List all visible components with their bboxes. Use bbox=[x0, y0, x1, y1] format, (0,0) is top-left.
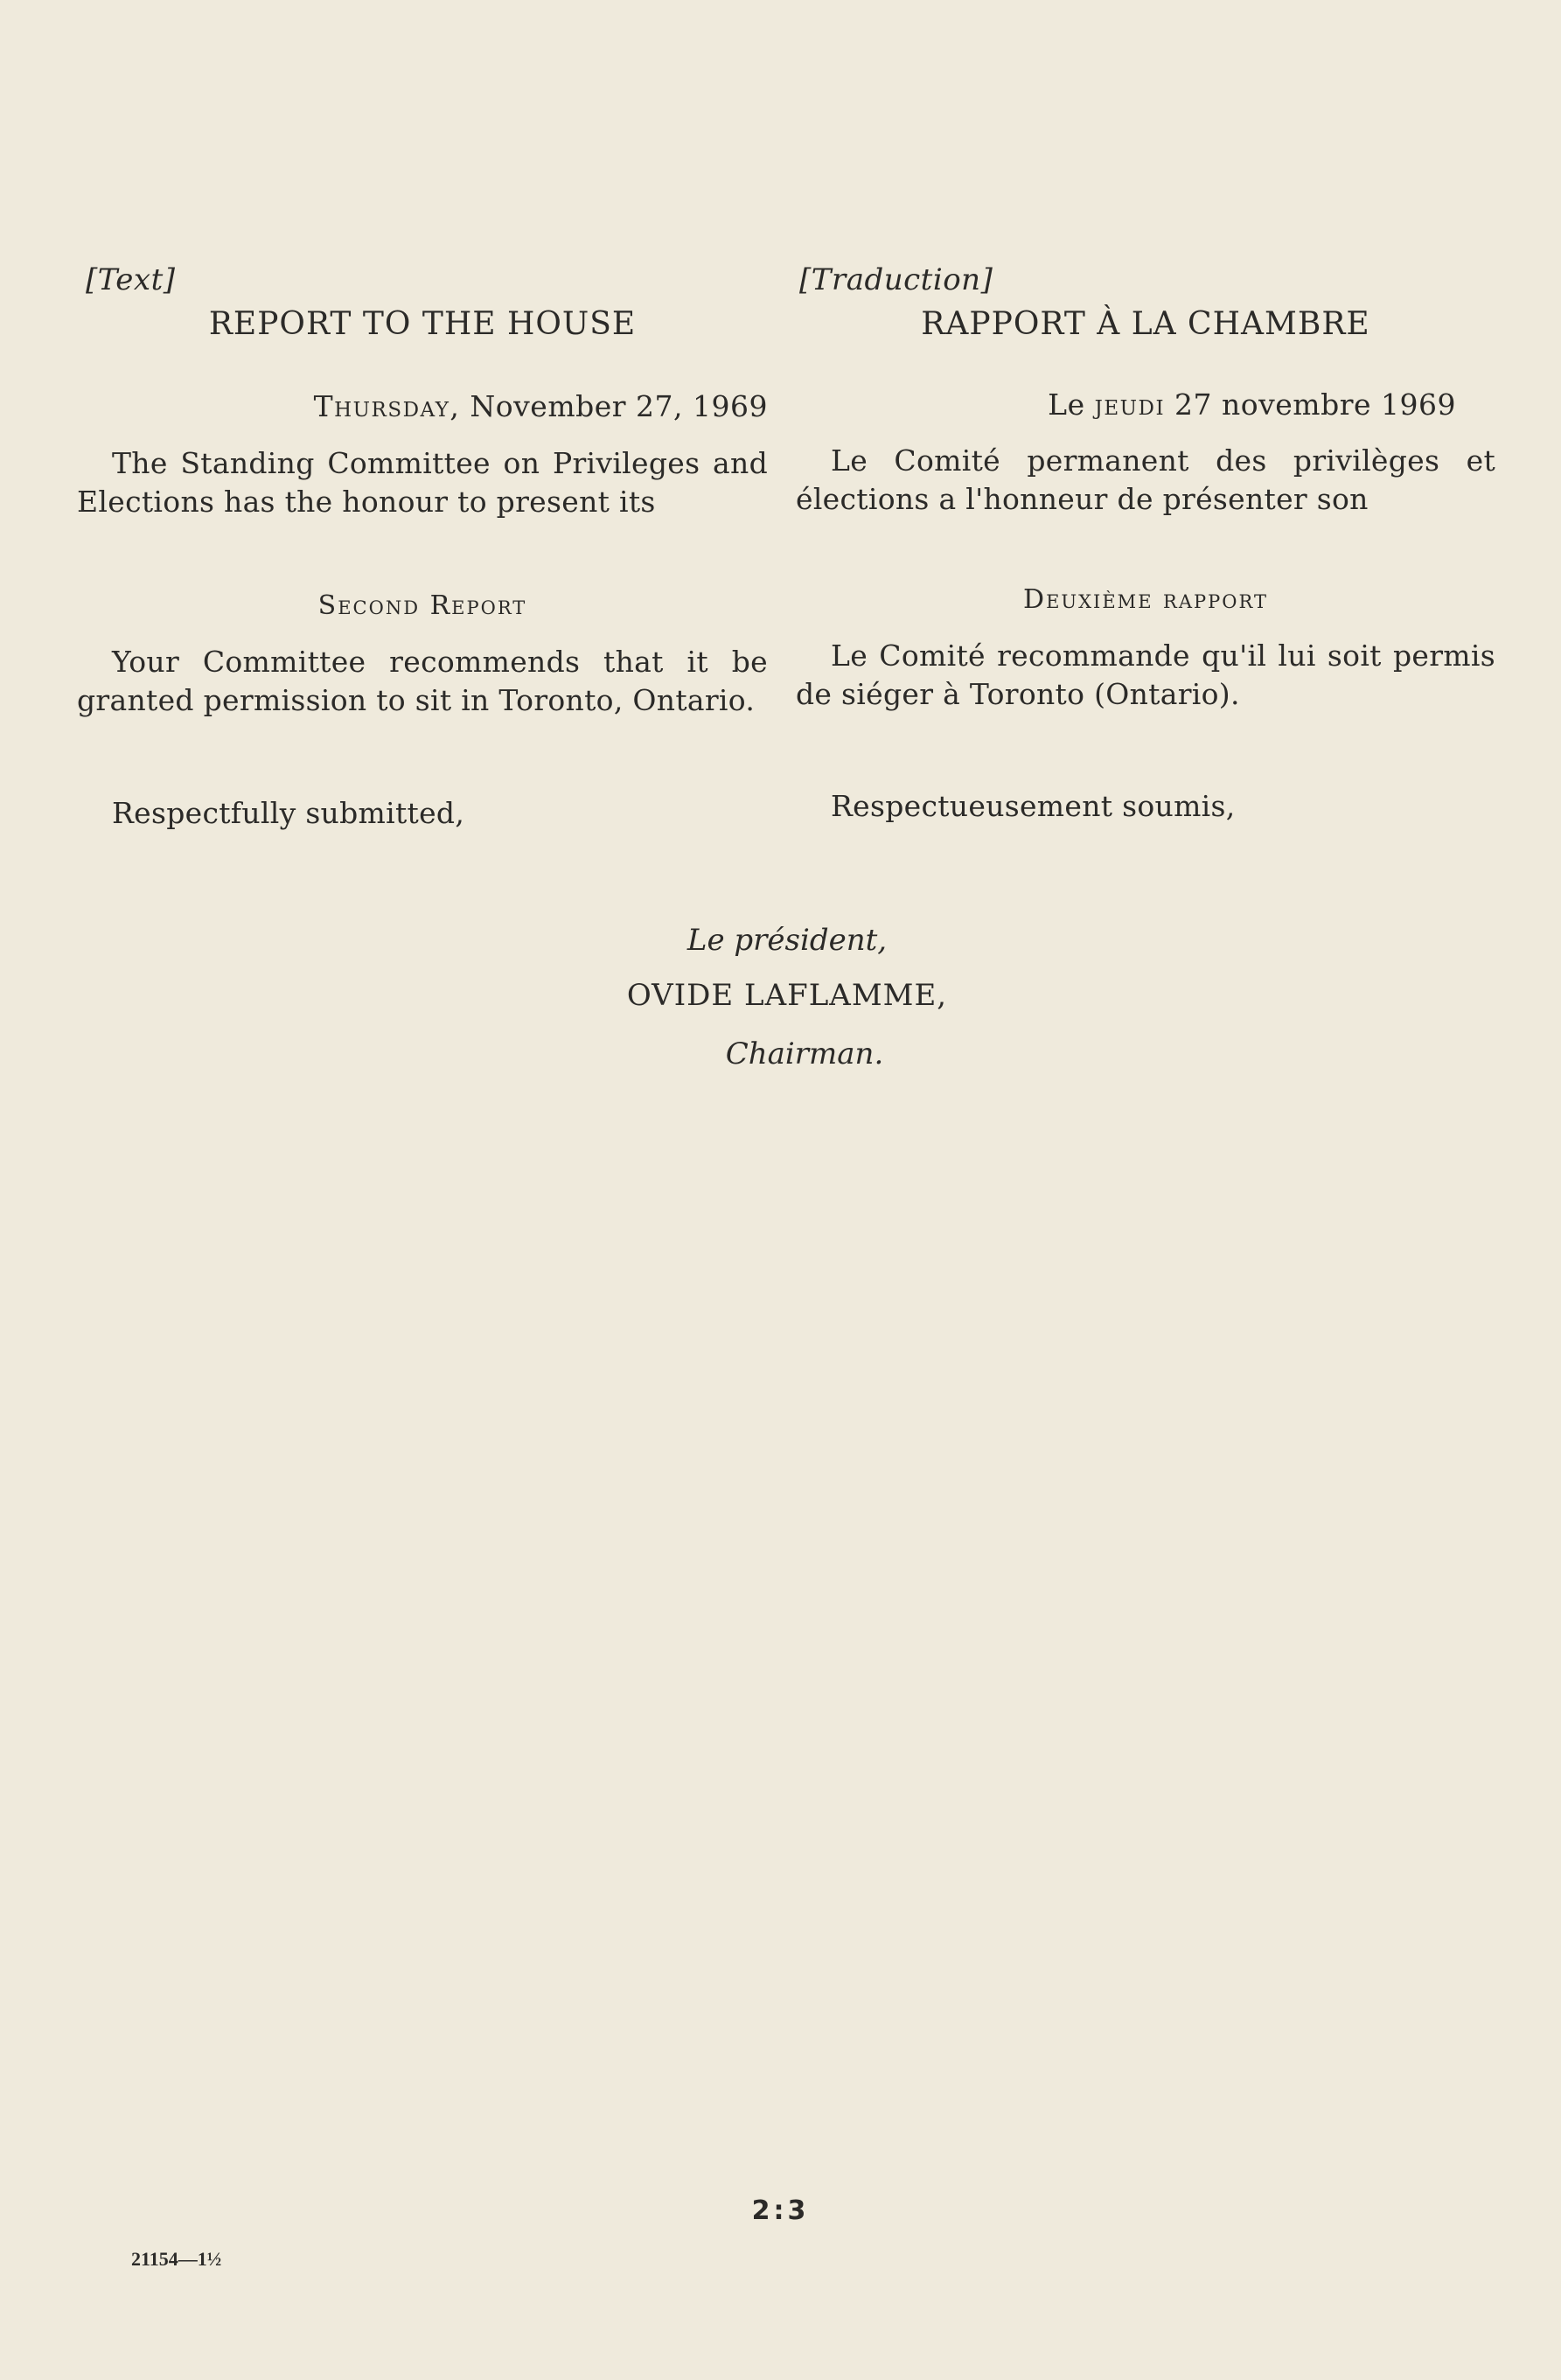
date-weekday-fr: jeudi bbox=[1094, 387, 1166, 422]
intro-paragraph-fr: Le Comité permanent des privilèges et élections a l'honneur de présenter son bbox=[796, 443, 1495, 516]
deuxieme-rapport-subhead: Deuxième rapport bbox=[1023, 584, 1268, 615]
page-folio: 2:3 bbox=[751, 2195, 810, 2226]
signature-title-en: Chairman. bbox=[725, 1036, 884, 1071]
traduction-label: [Traduction] bbox=[799, 262, 993, 297]
intro-paragraph-en: The Standing Committee on Privileges and Elections has the honour to present its bbox=[77, 446, 768, 519]
body-paragraph-fr: Le Comité recommande qu'il lui soit permis de siéger à Toronto (Ontario). bbox=[796, 639, 1495, 711]
signature-name: OVIDE LAFLAMME, bbox=[626, 978, 948, 1013]
print-code: 21154—1½ bbox=[131, 2248, 222, 2270]
text-label: [Text] bbox=[86, 262, 176, 297]
body-paragraph-en: Your Committee recommends that it be granted permission to sit in Toronto, Ontario. bbox=[77, 645, 768, 717]
date-weekday-en: Thursday, bbox=[313, 389, 461, 423]
report-date-en bbox=[77, 389, 768, 423]
date-prefix-fr: Le bbox=[1048, 387, 1095, 422]
report-date-fr bbox=[796, 387, 1456, 422]
date-rest-fr: 27 novembre 1969 bbox=[1165, 387, 1456, 422]
signature-title-fr: Le président, bbox=[686, 923, 888, 958]
date-rest-en: November 27, 1969 bbox=[460, 389, 768, 423]
report-heading-en: REPORT TO THE HOUSE bbox=[208, 306, 637, 342]
report-heading-fr: RAPPORT À LA CHAMBRE bbox=[921, 306, 1370, 342]
closing-fr: Respectueusement soumis, bbox=[831, 789, 1236, 823]
closing-en: Respectfully submitted, bbox=[112, 796, 465, 830]
second-report-subhead: Second Report bbox=[317, 590, 527, 621]
bleed-through-left bbox=[83, 507, 783, 644]
